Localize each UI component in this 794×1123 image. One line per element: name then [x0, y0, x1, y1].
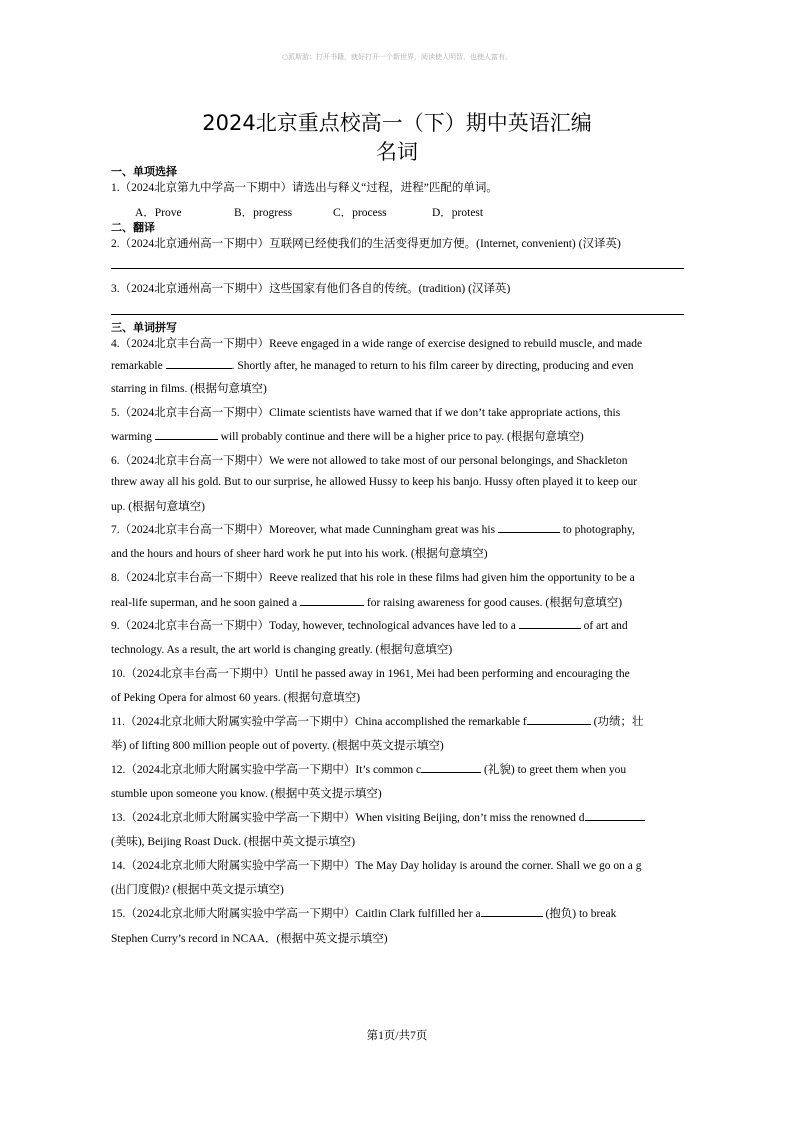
question-9-blank[interactable] — [519, 618, 581, 629]
question-15-blank[interactable] — [481, 906, 543, 917]
question-11-text-before-blank: 11.（2024北京北师大附属实验中学高一下期中）China accomplished the remarkable f — [111, 716, 527, 728]
question-14-line-2: (出门度假)? (根据中英文提示填空) — [111, 884, 284, 896]
question-5-line-2 — [111, 428, 687, 444]
question-4-line-1: 4.（2024北京丰台高一下期中）Reeve engaged in a wide range of exercise designed to rebuild muscle, and made — [111, 338, 643, 350]
question-5-text-after-blank: will probably continue and there will be a higher price to pay. (根据句意填空) — [220, 431, 584, 443]
question-4-blank[interactable] — [166, 358, 232, 369]
header-watermark: ○派斯游：打开书籍，就好打开一个新世界，阅读使人明智，也使人富有。 — [281, 53, 513, 61]
question-14-line-1: 14.（2024北京北师大附属实验中学高一下期中）The May Day holiday is around the corner. Shall we go on a g — [111, 860, 642, 872]
question-8-text-before-blank: real-life superman, and he soon gained a — [111, 597, 298, 609]
question-15-text-after-blank: (抱负) to break — [545, 908, 617, 920]
question-2-answer-line — [111, 268, 684, 269]
question-13-text-before-blank: 13.（2024北京北师大附属实验中学高一下期中）When visiting Beijing, don’t miss the renowned d — [111, 812, 585, 824]
question-8-line-1: 8.（2024北京丰台高一下期中）Reeve realized that his role in these films had given him the opportunity to be a — [111, 572, 635, 584]
question-7-text-before-blank: 7.（2024北京丰台高一下期中）Moreover, what made Cunningham great was his — [111, 524, 496, 536]
question-4-text-before-blank: remarkable — [111, 360, 163, 372]
question-7-text-after-blank: to photography, — [562, 524, 635, 536]
question-11-line-1 — [111, 713, 687, 729]
question-9-text-after-blank: of art and — [583, 620, 628, 632]
question-4-line-3: starring in films. (根据句意填空) — [111, 383, 267, 395]
document-title: 2024北京重点校高一（下）期中英语汇编 — [202, 111, 592, 135]
question-8-text-after-blank: for raising awareness for good causes. (根据句意填空) — [366, 597, 623, 609]
question-13-blank[interactable] — [585, 810, 645, 821]
question-6-line-2: threw away all his gold. But to our surprise, he allowed Hussy to keep his banjo. Hussy often played it to keep our — [111, 476, 638, 488]
question-5-text-before-blank: warming — [111, 431, 152, 443]
question-1-option-a: A．Prove — [135, 207, 182, 219]
question-9-line-1 — [111, 617, 687, 633]
question-12-blank[interactable] — [421, 762, 481, 773]
question-1-text: 1.（2024北京第九中学高一下期中）请选出与释义“过程，进程”匹配的单词。 — [111, 182, 498, 194]
page-number: 第1页/共7页 — [366, 1030, 428, 1042]
question-12-text-after-blank: (礼貌) to greet them when you — [484, 764, 627, 776]
question-15-line-1 — [111, 905, 687, 921]
question-12-text-before-blank: 12.（2024北京北师大附属实验中学高一下期中）It’s common c — [111, 764, 422, 776]
question-1-option-c: C．process — [333, 207, 387, 219]
question-11-line-2: 举) of lifting 800 million people out of poverty. (根据中英文提示填空) — [111, 740, 444, 752]
question-1-option-d: D．protest — [432, 207, 484, 219]
question-3-text: 3.（2024北京通州高一下期中）这些国家有他们各自的传统。(tradition) (汉译英) — [111, 283, 511, 295]
question-11-blank[interactable] — [527, 714, 591, 725]
question-7-blank[interactable] — [498, 522, 560, 533]
question-8-line-2 — [111, 594, 687, 610]
question-7-line-1 — [111, 521, 687, 537]
document-subtitle: 名词 — [376, 140, 418, 164]
question-1-option-b: B．progress — [234, 207, 293, 219]
question-6-line-3: up. (根据句意填空) — [111, 501, 205, 513]
question-5-blank[interactable] — [155, 429, 218, 440]
question-4-text-after-blank: . Shortly after, he managed to return to his film career by directing, producing and even — [231, 360, 634, 372]
question-9-text-before-blank: 9.（2024北京丰台高一下期中）Today, however, technological advances have led to a — [111, 620, 516, 632]
question-10-line-1: 10.（2024北京丰台高一下期中）Until he passed away in 1961, Mei had been performing and encouraging the — [111, 668, 630, 680]
section-heading-translation: 二、翻译 — [111, 221, 155, 234]
question-10-line-2: of Peking Opera for almost 60 years. (根据句意填空) — [111, 692, 361, 704]
question-2-text: 2.（2024北京通州高一下期中）互联网已经使我们的生活变得更加方便。(Internet, convenient) (汉译英) — [111, 238, 621, 250]
question-7-line-2: and the hours and hours of sheer hard work he put into his work. (根据句意填空) — [111, 548, 488, 560]
question-13-line-1 — [111, 809, 687, 825]
question-15-text-before-blank: 15.（2024北京北师大附属实验中学高一下期中）Caitlin Clark fulfilled her a — [111, 908, 481, 920]
question-13-line-2: (美味), Beijing Roast Duck. (根据中英文提示填空) — [111, 836, 356, 848]
section-heading-single-choice: 一、单项选择 — [111, 165, 177, 178]
question-4-line-2 — [111, 358, 687, 372]
question-9-line-2: technology. As a result, the art world is changing greatly. (根据句意填空) — [111, 644, 453, 656]
question-6-line-1: 6.（2024北京丰台高一下期中）We were not allowed to take most of our personal belongings, and Shackleton — [111, 455, 628, 467]
question-12-line-1 — [111, 761, 687, 777]
question-3-answer-line — [111, 314, 684, 315]
question-12-line-2: stumble upon someone you know. (根据中英文提示填空) — [111, 788, 382, 800]
question-11-text-after-blank: (功绩；壮 — [593, 716, 644, 728]
question-15-line-2: Stephen Curry’s record in NCAA．(根据中英文提示填空) — [111, 933, 388, 945]
question-8-blank[interactable] — [300, 595, 364, 606]
section-heading-spelling: 三、单词拼写 — [111, 321, 177, 334]
question-5-line-1: 5.（2024北京丰台高一下期中）Climate scientists have warned that if we don’t take appropriate actions, this — [111, 407, 621, 419]
